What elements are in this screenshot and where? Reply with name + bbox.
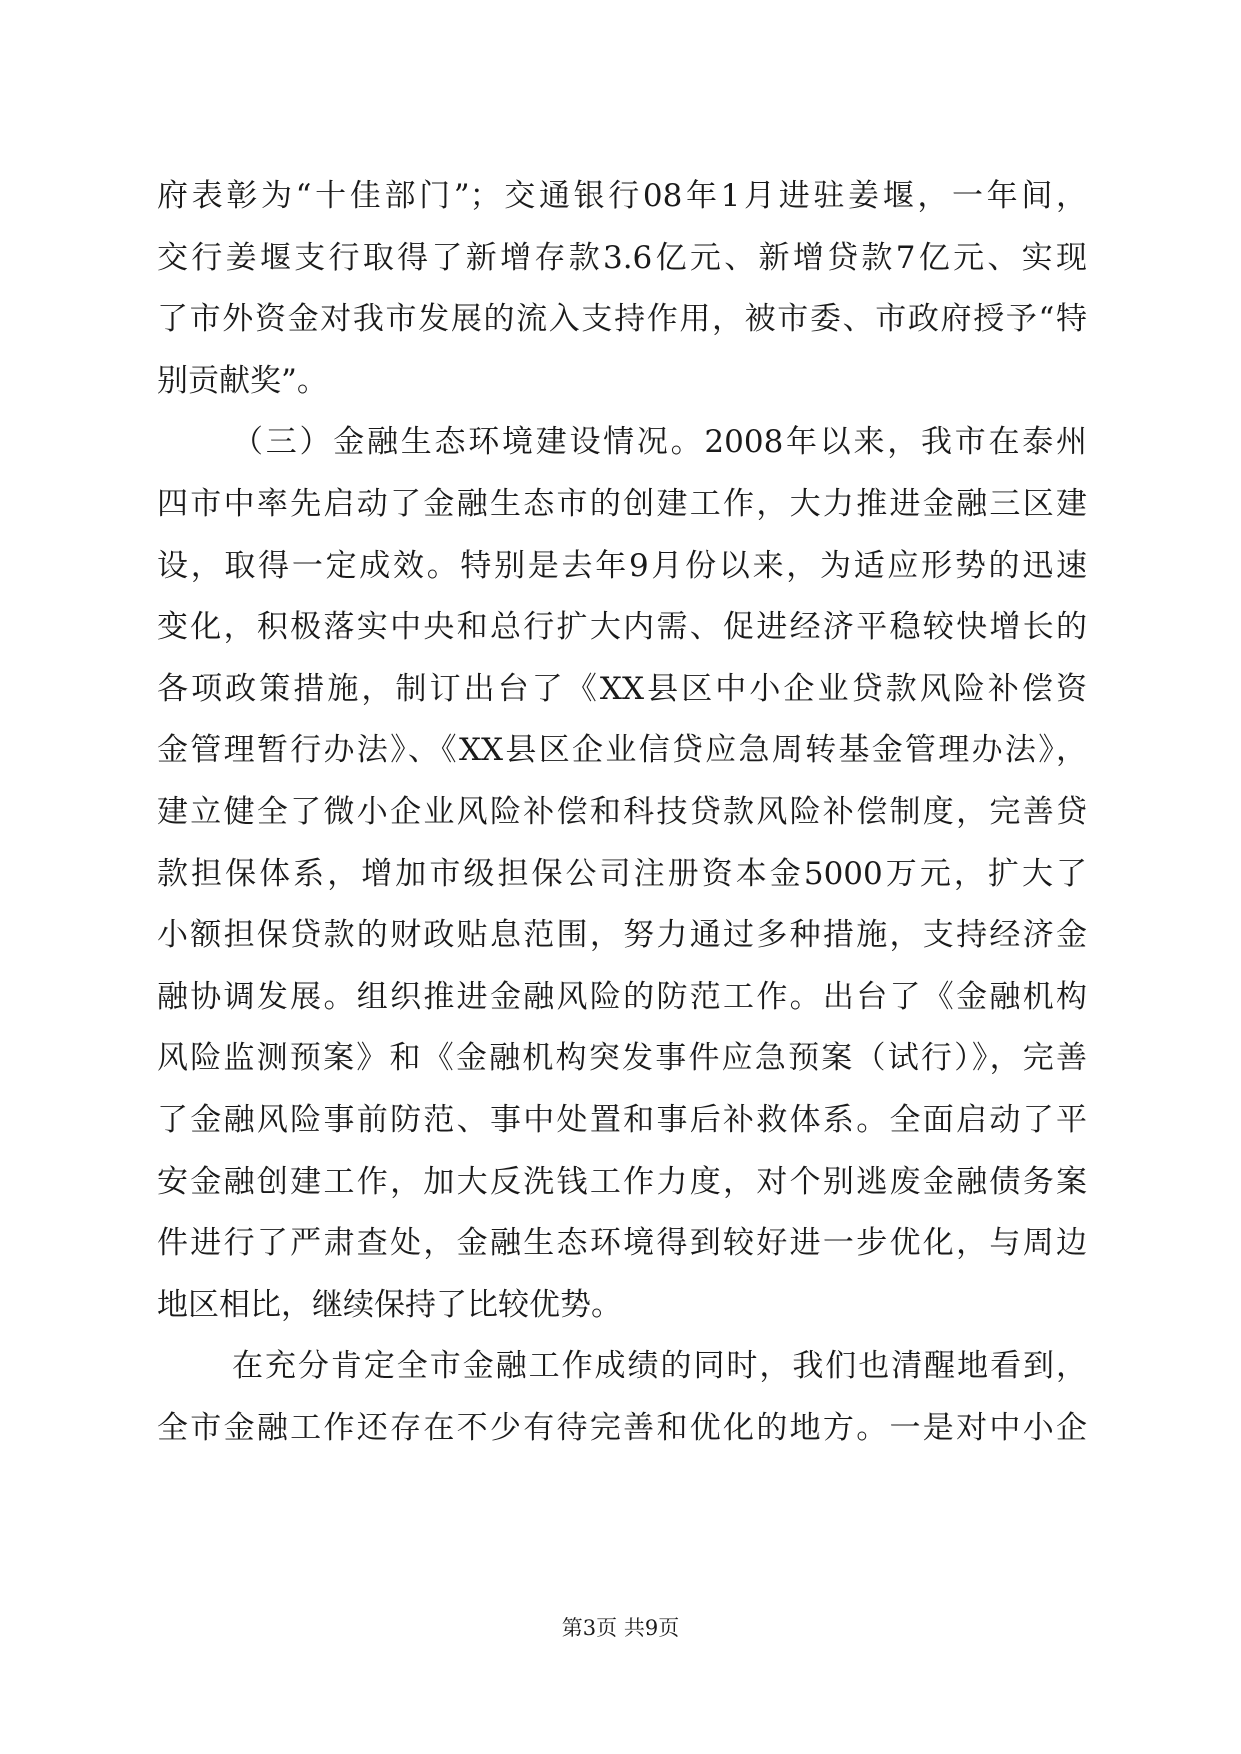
text-line: 地区相比，继续保持了比较优势。 (157, 1286, 622, 1323)
text-line: 设，取得一定成效。特别是去年9月份以来，为适应形势的迅速 (157, 547, 1087, 584)
text-line: 安金融创建工作，加大反洗钱工作力度，对个别逃废金融债务案 (157, 1163, 1087, 1200)
text-line: （三）金融生态环境建设情况。2008年以来，我市在泰州 (232, 424, 1087, 461)
paragraph-1 (157, 166, 1087, 412)
text-line: 各项政策措施，制订出台了《XX县区中小企业贷款风险补偿资 (157, 670, 1087, 707)
text-line: 四市中率先启动了金融生态市的创建工作，大力推进金融三区建 (157, 485, 1087, 522)
document-body (157, 166, 1087, 1459)
text-line: 交行姜堰支行取得了新增存款3.6亿元、新增贷款7亿元、实现 (157, 239, 1087, 276)
text-line: 了金融风险事前防范、事中处置和事后补救体系。全面启动了平 (157, 1101, 1087, 1138)
text-line: 融协调发展。组织推进金融风险的防范工作。出台了《金融机构 (157, 978, 1087, 1015)
text-line: 全市金融工作还存在不少有待完善和优化的地方。一是对中小企 (157, 1409, 1087, 1446)
text-line: 小额担保贷款的财政贴息范围，努力通过多种措施，支持经济金 (157, 917, 1087, 954)
text-line: 款担保体系，增加市级担保公司注册资本金5000万元，扩大了 (157, 855, 1087, 892)
text-line: 了市外资金对我市发展的流入支持作用，被市委、市政府授予“特 (157, 301, 1087, 338)
text-line: 金管理暂行办法》、《XX县区企业信贷应急周转基金管理办法》， (157, 732, 1087, 769)
page-number-footer: 第3页 共9页 (561, 1616, 680, 1640)
text-line: 府表彰为“十佳部门”；交通银行08年1月进驻姜堰，一年间， (157, 178, 1087, 214)
text-line: 变化，积极落实中央和总行扩大内需、促进经济平稳较快增长的 (157, 609, 1087, 646)
text-line: 在充分肯定全市金融工作成绩的同时，我们也清醒地看到， (232, 1348, 1087, 1385)
text-line: 件进行了严肃查处，金融生态环境得到较好进一步优化，与周边 (157, 1225, 1087, 1262)
paragraph-3 (157, 1336, 1087, 1459)
text-line: 建立健全了微小企业风险补偿和科技贷款风险补偿制度，完善贷 (157, 793, 1087, 830)
paragraph-2 (157, 412, 1087, 1336)
text-line: 别贡献奖”。 (157, 362, 328, 399)
text-line: 风险监测预案》和《金融机构突发事件应急预案（试行）》，完善 (157, 1040, 1087, 1077)
